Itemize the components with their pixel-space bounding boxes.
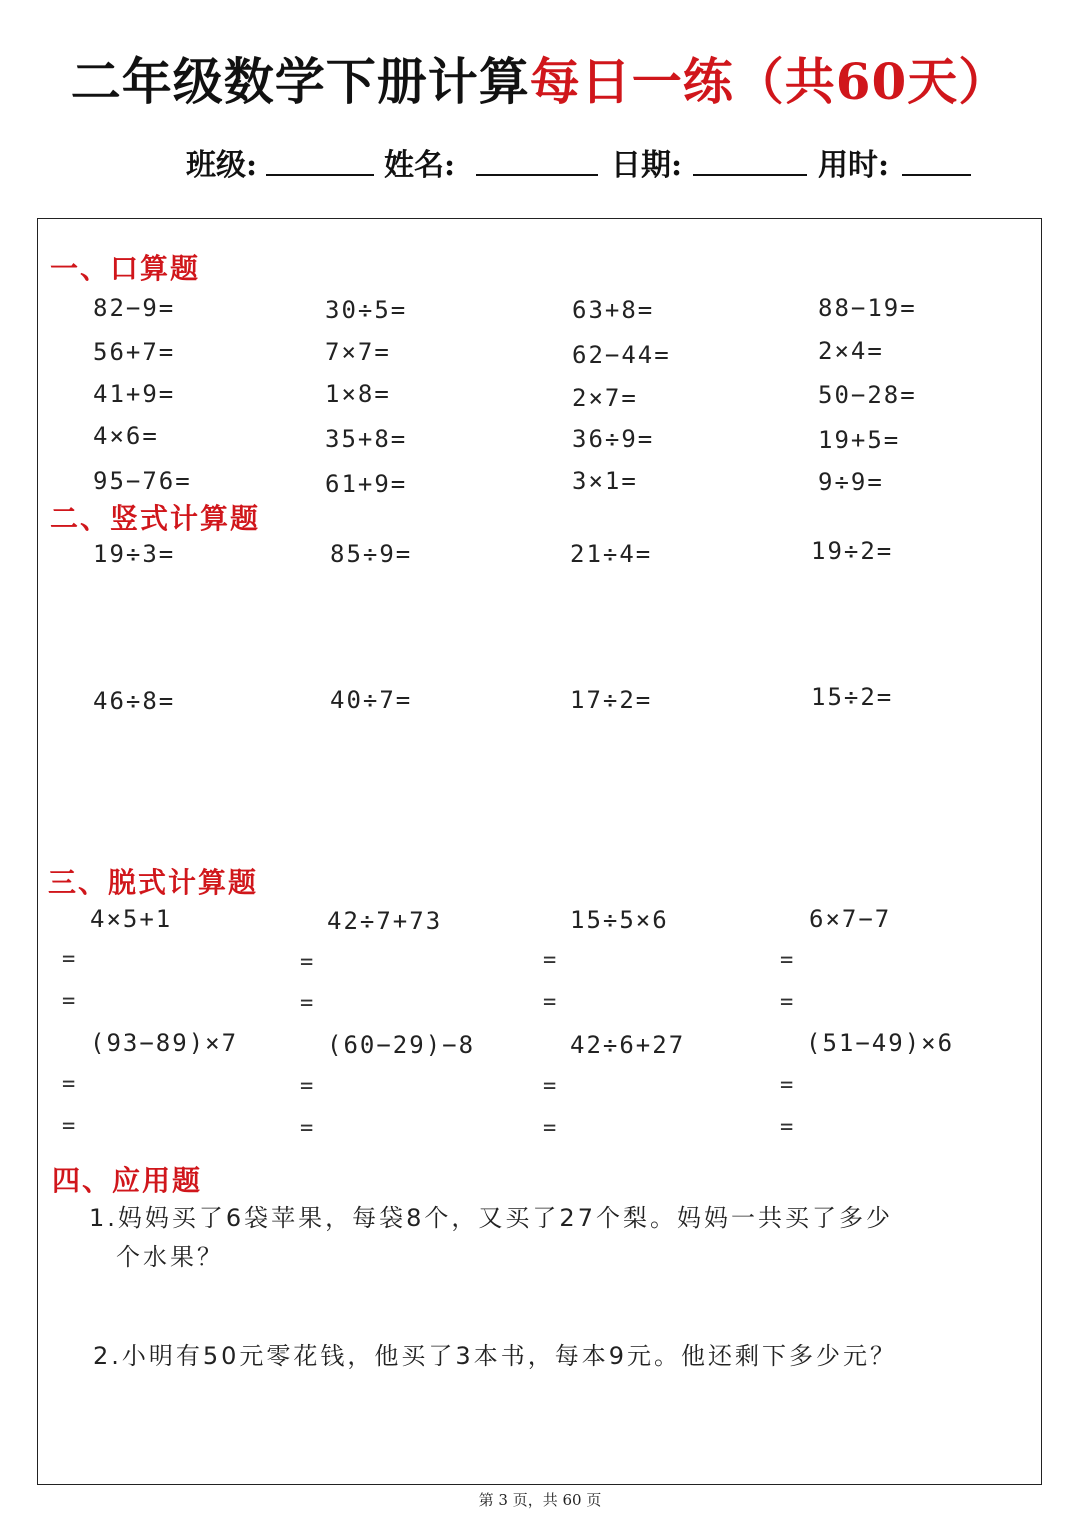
stepwise-expression: (93−89)×7 [90,1029,239,1057]
stepwise-expression: 42÷7+73 [327,907,443,935]
section-word-problems-title: 四、应用题 [52,1164,203,1197]
equals-sign: = [300,950,314,975]
section-oral-title: 一、口算题 [50,252,201,285]
oral-item: 3×1= [572,467,638,495]
oral-item: 9÷9= [818,468,884,496]
equals-sign: = [62,947,76,972]
oral-item: 95−76= [93,467,192,495]
oral-item: 35+8= [325,425,408,453]
equals-sign: = [780,990,794,1015]
equals-sign: = [300,1074,314,1099]
worksheet-frame [37,218,1042,1485]
section-stepwise-title: 三、脱式计算题 [48,866,259,899]
name-label: 姓名: [384,148,456,183]
oral-item: 82−9= [93,294,176,322]
time-blank[interactable] [902,174,971,176]
oral-item: 19+5= [818,426,901,454]
vertical-item: 46÷8= [93,687,176,715]
equals-sign: = [300,991,314,1016]
equals-sign: = [62,1072,76,1097]
vertical-item: 19÷3= [93,540,176,568]
stepwise-expression: (51−49)×6 [806,1029,955,1057]
vertical-item: 19÷2= [811,537,894,565]
oral-item: 1×8= [325,380,391,408]
oral-item: 88−19= [818,294,917,322]
oral-item: 56+7= [93,338,176,366]
oral-item: 41+9= [93,380,176,408]
oral-item: 2×7= [572,384,638,412]
stepwise-expression: (60−29)−8 [327,1031,476,1059]
equals-sign: = [543,990,557,1015]
class-blank[interactable] [266,174,374,176]
word-problem-1-continued: 个水果？ [116,1243,224,1271]
word-problem-1: 1.妈妈买了6袋苹果，每袋8个，又买了27个梨。妈妈一共买了多少 [89,1204,893,1232]
oral-item: 50−28= [818,381,917,409]
class-label: 班级: [186,148,258,183]
oral-item: 2×4= [818,337,884,365]
oral-item: 62−44= [572,341,671,369]
oral-item: 36÷9= [572,425,655,453]
stepwise-expression: 15÷5×6 [570,906,669,934]
time-label: 用时: [818,148,890,183]
equals-sign: = [543,1074,557,1099]
equals-sign: = [300,1116,314,1141]
vertical-item: 17÷2= [570,686,653,714]
section-vertical-title: 二、竖式计算题 [50,502,261,535]
stepwise-expression: 6×7−7 [809,905,892,933]
equals-sign: = [543,948,557,973]
date-label: 日期: [611,148,683,183]
page-title [0,42,1080,114]
page-footer: 第 3 页，共 60 页 [478,1491,602,1509]
vertical-item: 21÷4= [570,540,653,568]
oral-item: 63+8= [572,296,655,324]
title-highlight: 每日一练（共60天） [529,52,1010,111]
equals-sign: = [543,1116,557,1141]
date-blank[interactable] [693,174,807,176]
equals-sign: = [62,989,76,1014]
equals-sign: = [62,1114,76,1139]
stepwise-expression: 42÷6+27 [570,1031,686,1059]
name-blank[interactable] [476,174,598,176]
oral-item: 7×7= [325,338,391,366]
title-main: 二年级数学下册计算 [70,52,530,111]
oral-item: 4×6= [93,422,159,450]
equals-sign: = [780,948,794,973]
equals-sign: = [780,1073,794,1098]
vertical-item: 15÷2= [811,683,894,711]
equals-sign: = [780,1115,794,1140]
oral-item: 30÷5= [325,296,408,324]
stepwise-expression: 4×5+1 [90,905,173,933]
oral-item: 61+9= [325,470,408,498]
word-problem-2: 2.小明有50元零花钱，他买了3本书，每本9元。他还剩下多少元？ [93,1342,897,1370]
vertical-item: 40÷7= [330,686,413,714]
vertical-item: 85÷9= [330,540,413,568]
